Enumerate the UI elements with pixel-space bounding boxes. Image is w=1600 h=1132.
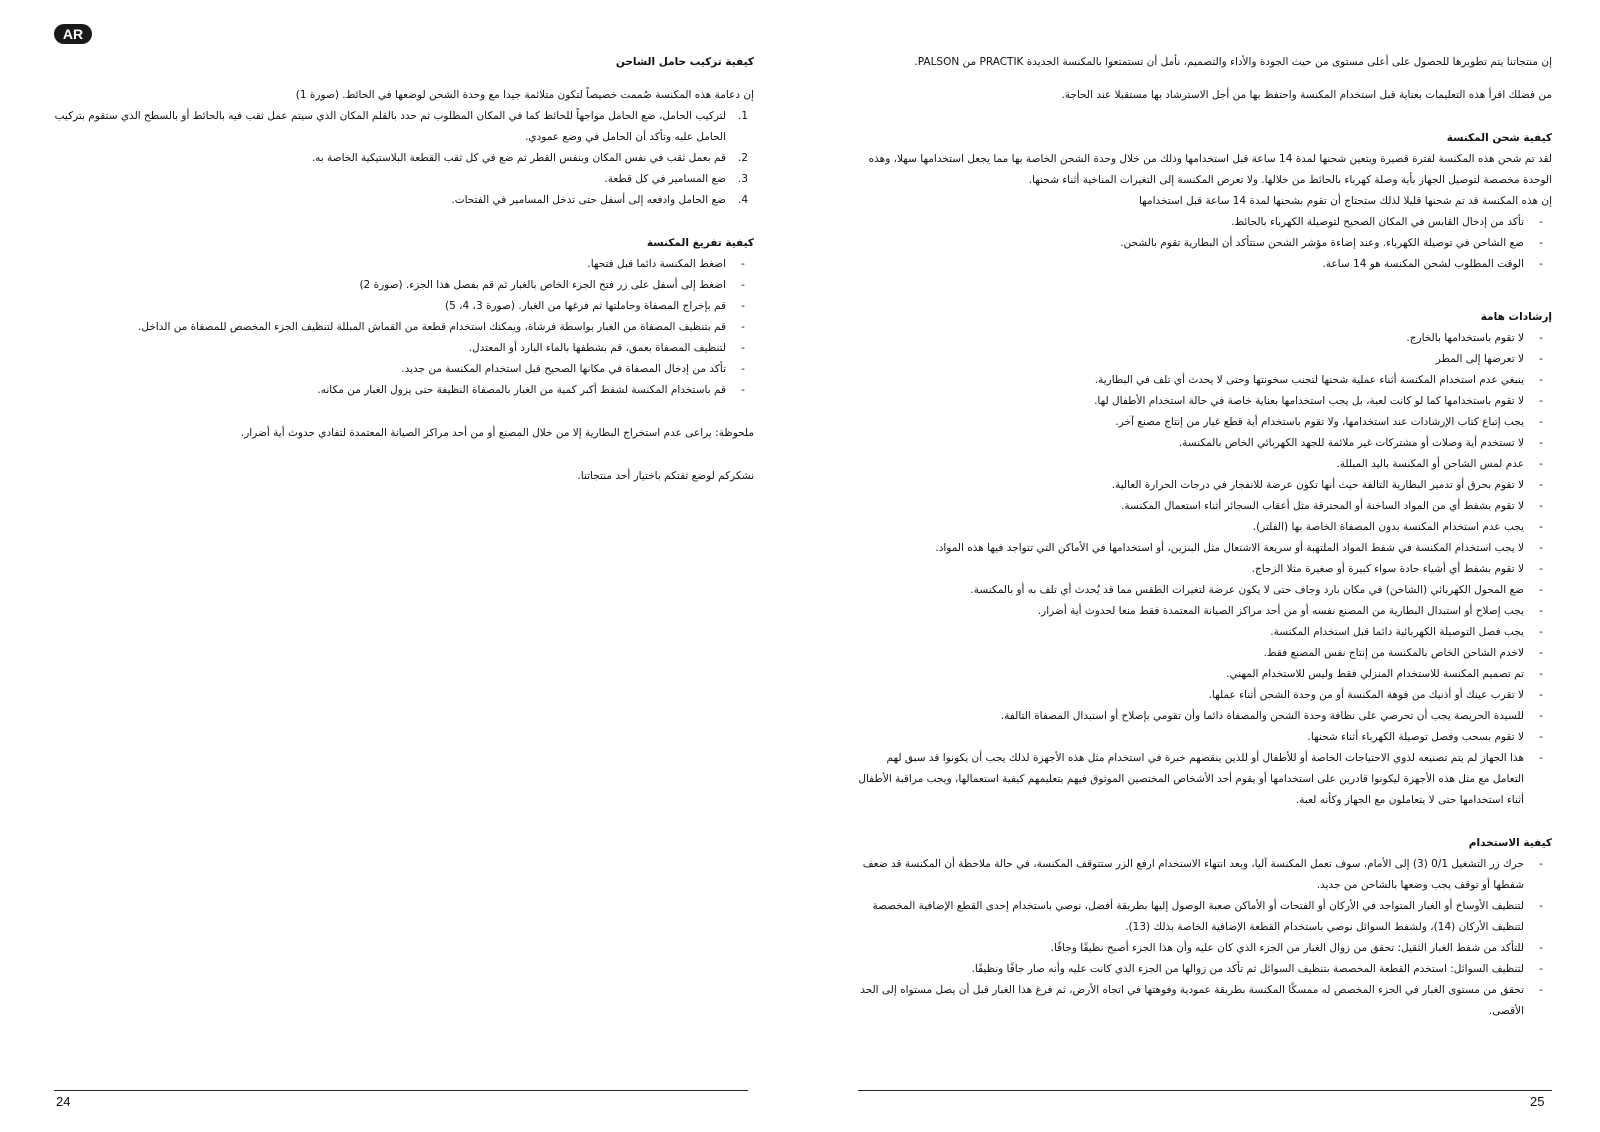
charging-item: [858, 254, 1552, 275]
usage-item-text: لتنظيف الأوساخ أو الغبار المتواجد في الأركان أو الفتحات أو الأماكن صعبة الوصول إليها بطريقة أفضل، نوصي باستخدام إحدى القطع الإضافية المخصصة لتنظيف الأركان (14)، ولشفط السوائل نوصي باستخدام القطعة الإضافية الخاصة بذلك (13).: [872, 900, 1524, 933]
usage-item: [858, 896, 1552, 938]
step-number: 4.: [737, 194, 749, 206]
bullet-dash: -: [1539, 858, 1543, 870]
step-number: 2.: [737, 152, 749, 164]
step-number: 1.: [737, 110, 749, 122]
empty-item-text: لتنظيف المصفاة بعمق، قم بشطفها بالماء البارد أو المعتدل.: [468, 342, 726, 354]
bullet-dash: -: [741, 279, 745, 291]
safety-item: [858, 433, 1552, 454]
charging-item-text: ضع الشاحن في توصيلة الكهرباء. وعند إضاءة مؤشر الشحن ستتأكد أن البطارية تقوم بالشحن.: [1120, 237, 1524, 249]
bullet-dash: -: [1539, 710, 1543, 722]
right-page-column: [858, 50, 1552, 1022]
usage-item: [858, 938, 1552, 959]
safety-item-text: لا يجب استخدام المكنسة في شفط المواد الملتهبة أو سريعة الاشتعال مثل البنزين، أو استخدامها في الأماكن التي تتواجد فيها هذه المواد.: [935, 542, 1524, 554]
bullet-dash: -: [1539, 668, 1543, 680]
charging-title: كيفية شحن المكنسة: [1446, 132, 1552, 144]
usage-item: [858, 959, 1552, 980]
safety-item: [858, 685, 1552, 706]
charging-item-text: الوقت المطلوب لشحن المكنسة هو 14 ساعة.: [1322, 258, 1524, 270]
bullet-dash: -: [1539, 374, 1543, 386]
safety-item: [858, 370, 1552, 391]
mount-step: [54, 169, 754, 190]
bullet-dash: -: [1539, 605, 1543, 617]
safety-item: [858, 706, 1552, 727]
mount-step: [54, 106, 754, 148]
mount-steps: [54, 106, 754, 211]
bullet-dash: -: [741, 321, 745, 333]
safety-item-text: يجب عدم استخدام المكنسة بدون المصفاة الخاصة بها (الفلتر).: [1252, 521, 1524, 533]
empty-item: [54, 317, 754, 338]
bullet-dash: -: [741, 384, 745, 396]
safety-item: [858, 475, 1552, 496]
empty-item: [54, 380, 754, 401]
safety-item: [858, 391, 1552, 412]
charging-paragraph-2: إن هذه المكنسة قد تم شحنها قليلا لذلك ستحتاج أن تقوم بشحنها لمدة 14 ساعة قبل استخدامها: [1138, 195, 1552, 207]
safety-item: [858, 580, 1552, 601]
right-page-number: 25: [1530, 1094, 1545, 1109]
safety-item-text: يجب إتباع كتاب الإرشادات عند استخدامها، ولا تقوم باستخدام أية قطع غيار من إنتاج مصنع آخر.: [1115, 416, 1524, 428]
empty-item-text: قم بتنظيف المصفاة من الغبار بواسطة فرشاة، ويمكنك استخدام قطعة من القماش المبللة لتنظيف الجزء المخصص للمصفاة من الداخل.: [138, 321, 726, 333]
usage-title: كيفية الاستخدام: [1468, 837, 1552, 849]
bullet-dash: -: [1539, 416, 1543, 428]
bullet-dash: -: [1539, 395, 1543, 407]
safety-item-text: للسيدة الحريصة يجب أن تحرصي على نظافة وحدة الشحن والمصفاة دائما وأن تقومي بإصلاح أو استبدال المصفاة التالفة.: [1000, 710, 1524, 722]
bullet-dash: -: [1539, 900, 1543, 912]
safety-item-text: لاخدم الشاحن الخاص بالمكنسة من إنتاج نفس المصنع فقط.: [1263, 647, 1524, 659]
left-footer-rule: [54, 1090, 748, 1091]
bullet-dash: -: [1539, 521, 1543, 533]
right-footer-rule: [858, 1090, 1552, 1091]
mount-step: [54, 148, 754, 169]
safety-item: [858, 601, 1552, 622]
safety-item-text: لا تقوم باستخدامها كما لو كانت لعبة، بل يجب استخدامها بعناية خاصة في حالة استخدام الأطفال لها.: [1094, 395, 1524, 407]
safety-item: [858, 727, 1552, 748]
safety-item-text: ينبغي عدم استخدام المكنسة أثناء عملية شحنها لتجنب سخونتها وحتى لا يحدث أي تلف في البطارية.: [1094, 374, 1524, 386]
empty-item-text: اضغط المكنسة دائما قبل فتحها.: [587, 258, 726, 270]
bullet-dash: -: [1539, 963, 1543, 975]
usage-item: [858, 980, 1552, 1022]
bullet-dash: -: [1539, 437, 1543, 449]
empty-item-text: تأكد من إدخال المصفاة في مكانها الصحيح قبل استخدام المكنسة من جديد.: [401, 363, 726, 375]
bullet-dash: -: [1539, 216, 1543, 228]
safety-item: [858, 349, 1552, 370]
usage-item-text: حرك زر التشغيل 0/1 (3) إلى الأمام، سوف تعمل المكنسة آليا، وبعد انتهاء الاستخدام ارفع الزر ستتوقف المكنسة، في حالة ملاحظة أن المكنسة قد ضعف شفطها أو توقف يجب وضعها بالشاحن من جديد.: [862, 858, 1524, 891]
bullet-dash: -: [741, 342, 745, 354]
bullet-dash: -: [1539, 237, 1543, 249]
bullet-dash: -: [1539, 258, 1543, 270]
safety-item-text: لا تقوم بشفط أي أشياء حادة سواء كبيرة أو صغيرة مثلا الزجاج.: [1251, 563, 1524, 575]
left-page-column: [54, 50, 754, 487]
bullet-dash: -: [741, 258, 745, 270]
empty-item-text: اضغط إلى أسفل على زر فتح الجزء الخاص بالغبار ثم قم بفصل هذا الجزء. (صورة 2): [359, 279, 726, 291]
bullet-dash: -: [1539, 942, 1543, 954]
empty-item: [54, 338, 754, 359]
safety-list: [858, 328, 1552, 811]
bullet-dash: -: [1539, 479, 1543, 491]
safety-item-text: هذا الجهاز لم يتم تصنيعه لذوي الاحتياجات الخاصة أو للأطفال أو للذين ينقصهم خبرة في استخدام مثل هذه الأجهزة لذلك يجب أن يكونوا قد سبق لهم التعامل مع مثل هذه الأجهزة ليكونوا قادرين على استخدامها أو يقوم أحد الأشخاص المختصين الموثوق فيهم بتعليمهم كيفية استعمالها، ويجب مراقبة الأطفال أثناء استخدامها حتى لا يتعاملون مع الجهاز وكأنه لعبة.: [858, 752, 1524, 806]
bullet-dash: -: [1539, 731, 1543, 743]
usage-list: [858, 854, 1552, 1022]
safety-item: [858, 412, 1552, 433]
empty-list: [54, 254, 754, 401]
bullet-dash: -: [1539, 689, 1543, 701]
bullet-dash: -: [1539, 542, 1543, 554]
empty-item: [54, 275, 754, 296]
safety-title: إرشادات هامة: [1480, 311, 1552, 323]
read-instructions-paragraph: من فضلك اقرأ هذه التعليمات بعناية قبل استخدام المكنسة واحتفظ بها من أجل الاسترشاد بها مستقبلا عند الحاجة.: [1061, 89, 1552, 101]
empty-item: [54, 359, 754, 380]
safety-item-text: ضع المحول الكهربائي (الشاحن) في مكان بارد وجاف حتى لا يكون عرضة لتغيرات الطقس مما قد يُحدث أي تلف به أو بالمكنسة.: [970, 584, 1524, 596]
bullet-dash: -: [1539, 584, 1543, 596]
safety-item: [858, 454, 1552, 475]
charging-item-text: تأكد من إدخال القابس في المكان الصحيح لتوصيلة الكهرباء بالحائط.: [1231, 216, 1524, 228]
safety-item-text: تم تصميم المكنسة للاستخدام المنزلي فقط وليس للاستخدام المهني.: [1226, 668, 1524, 680]
bullet-dash: -: [1539, 647, 1543, 659]
safety-item-text: يجب فصل التوصيلة الكهربائية دائما قبل استخدام المكنسة.: [1270, 626, 1524, 638]
mount-step-text: ضع الحامل وادفعه إلى أسفل حتى تدخل المسامير في الفتحات.: [451, 194, 726, 206]
bullet-dash: -: [741, 363, 745, 375]
usage-item-text: تحقق من مستوى الغبار في الجزء المخصص له ممسكًا المكنسة بطريقة عمودية وفوهتها في اتجاه الأرض، ثم فرغ هذا الغبار قبل أن يصل مستواه إلى الحد الأقصى.: [860, 984, 1524, 1017]
safety-item-text: لا تقوم بحرق أو تدمير البطارية التالفة حيث أنها تكون عرضة للانفجار في درجات الحرارة العالية.: [1111, 479, 1524, 491]
charging-paragraph-1: لقد تم شحن هذه المكنسة لفترة قصيرة ويتعين شحنها لمدة 14 ساعة قبل استخدامها وذلك من خلال وحدة الشحن الخاصة بها مما يجعل استخدامها سهلا، وهذه الوحدة مخصصة لتوصيل الجهاز بأية وصلة كهرباء بالحائط من خلالها. ولا تعرض المكنسة إلى التغيرات المناخية أثناء شحنها.: [868, 153, 1552, 186]
left-page-number: 24: [56, 1094, 71, 1109]
bullet-dash: -: [1539, 752, 1543, 764]
mount-step: [54, 190, 754, 211]
language-badge: AR: [54, 24, 92, 44]
battery-note: ملحوظة: يراعى عدم استخراج البطارية إلا من خلال المصنع أو من أحد مراكز الصيانة المعتمدة لتفادي حدوث أية أضرار.: [240, 427, 754, 439]
empty-item-text: قم باستخدام المكنسة لشفط أكبر كمية من الغبار بالمصفاة النظيفة حتى يزول الغبار من مكانه.: [317, 384, 726, 396]
thanks-text: نشكركم لوضع ثقتكم باختيار أحد منتجاتنا.: [577, 470, 754, 482]
safety-item-text: لا تستخدم أية وصلات أو مشتركات غير ملائمة للجهد الكهربائي الخاص بالمكنسة.: [1178, 437, 1524, 449]
safety-item-text: لا تقرب عينك أو أذنيك من فوهة المكنسة أو من وحدة الشحن أثناء عملها.: [1208, 689, 1524, 701]
charging-item: [858, 233, 1552, 254]
safety-item: [858, 559, 1552, 580]
bullet-dash: -: [1539, 626, 1543, 638]
empty-item: [54, 254, 754, 275]
charging-item: [858, 212, 1552, 233]
bullet-dash: -: [1539, 353, 1543, 365]
safety-item: [858, 643, 1552, 664]
bullet-dash: -: [1539, 332, 1543, 344]
safety-item: [858, 517, 1552, 538]
safety-item: [858, 664, 1552, 685]
usage-item-text: لتنظيف السوائل: استخدم القطعة المخصصة بتنظيف السوائل ثم تأكد من زوالها من الجزء الذي كانت عليه وأنه صار جافًا ونظيفًا.: [971, 963, 1524, 975]
charging-list: [858, 212, 1552, 275]
safety-item-text: لا تقوم باستخدامها بالخارج.: [1406, 332, 1524, 344]
mount-intro: إن دعامة هذه المكنسة صُممت خصيصاً لتكون متلائمة جيدا مع وحدة الشحن لوضعها في الحائط. (صورة 1): [295, 89, 754, 101]
empty-title: كيفية تفريغ المكنسة: [646, 237, 754, 249]
safety-item: [858, 538, 1552, 559]
safety-item-text: يجب إصلاح أو استبدال البطارية من المصنع نفسه أو من أحد مراكز الصيانة المعتمدة فقط منعا لحدوث أية أضرار.: [1037, 605, 1524, 617]
bullet-dash: -: [1539, 458, 1543, 470]
empty-item: [54, 296, 754, 317]
usage-item: [858, 854, 1552, 896]
safety-item-text: لا تقوم بسحب وفصل توصيلة الكهرباء أثناء شحنها.: [1307, 731, 1524, 743]
bullet-dash: -: [1539, 984, 1543, 996]
mount-title: كيفية تركيب حامل الشاحن: [615, 56, 754, 68]
step-number: 3.: [737, 173, 749, 185]
mount-step-text: قم بعمل ثقب في نفس المكان وبنفس القطر ثم ضع في كل ثقب القطعة البلاستيكية الخاصة به.: [311, 152, 726, 164]
intro-paragraph: إن منتجاتنا يتم تطويرها للحصول على أعلى مستوى من حيث الجودة والأداء والتصميم، نأمل أن تستمتعوا بالمكنسة الجديدة PRACTIK من PALSON.: [914, 56, 1552, 68]
safety-item: [858, 496, 1552, 517]
mount-step-text: لتركيب الحامل، ضع الحامل مواجهاً للحائط كما في المكان المطلوب ثم حدد بالقلم المكان الذي سيتم عمل ثقب فيه بالحائط أو بالسطح الذي ستقوم بتركيب الحامل عليه وتأكد أن الحامل في وضع عمودي.: [54, 110, 726, 143]
bullet-dash: -: [741, 300, 745, 312]
bullet-dash: -: [1539, 563, 1543, 575]
usage-item-text: للتأكد من شفط الغبار الثقيل: تحقق من زوال الغبار من الجزء الذي كان عليه وأن هذا الجزء أصبح نظيفًا وجافًا.: [1050, 942, 1524, 954]
empty-item-text: قم بإخراج المصفاة وحاملتها ثم فرغها من الغبار. (صورة 3، 4، 5): [445, 300, 726, 312]
safety-item-text: لا تعرضها إلى المطر: [1435, 353, 1524, 365]
safety-item-text: عدم لمس الشاحن أو المكنسة باليد المبللة.: [1336, 458, 1524, 470]
safety-item: [858, 328, 1552, 349]
mount-step-text: ضع المسامير في كل قطعة.: [604, 173, 726, 185]
safety-item: [858, 748, 1552, 811]
safety-item-text: لا تقوم بشفط أي من المواد الساخنة أو المحترقة مثل أعقاب السجائر أثناء استعمال المكنسة.: [1121, 500, 1524, 512]
bullet-dash: -: [1539, 500, 1543, 512]
safety-item: [858, 622, 1552, 643]
